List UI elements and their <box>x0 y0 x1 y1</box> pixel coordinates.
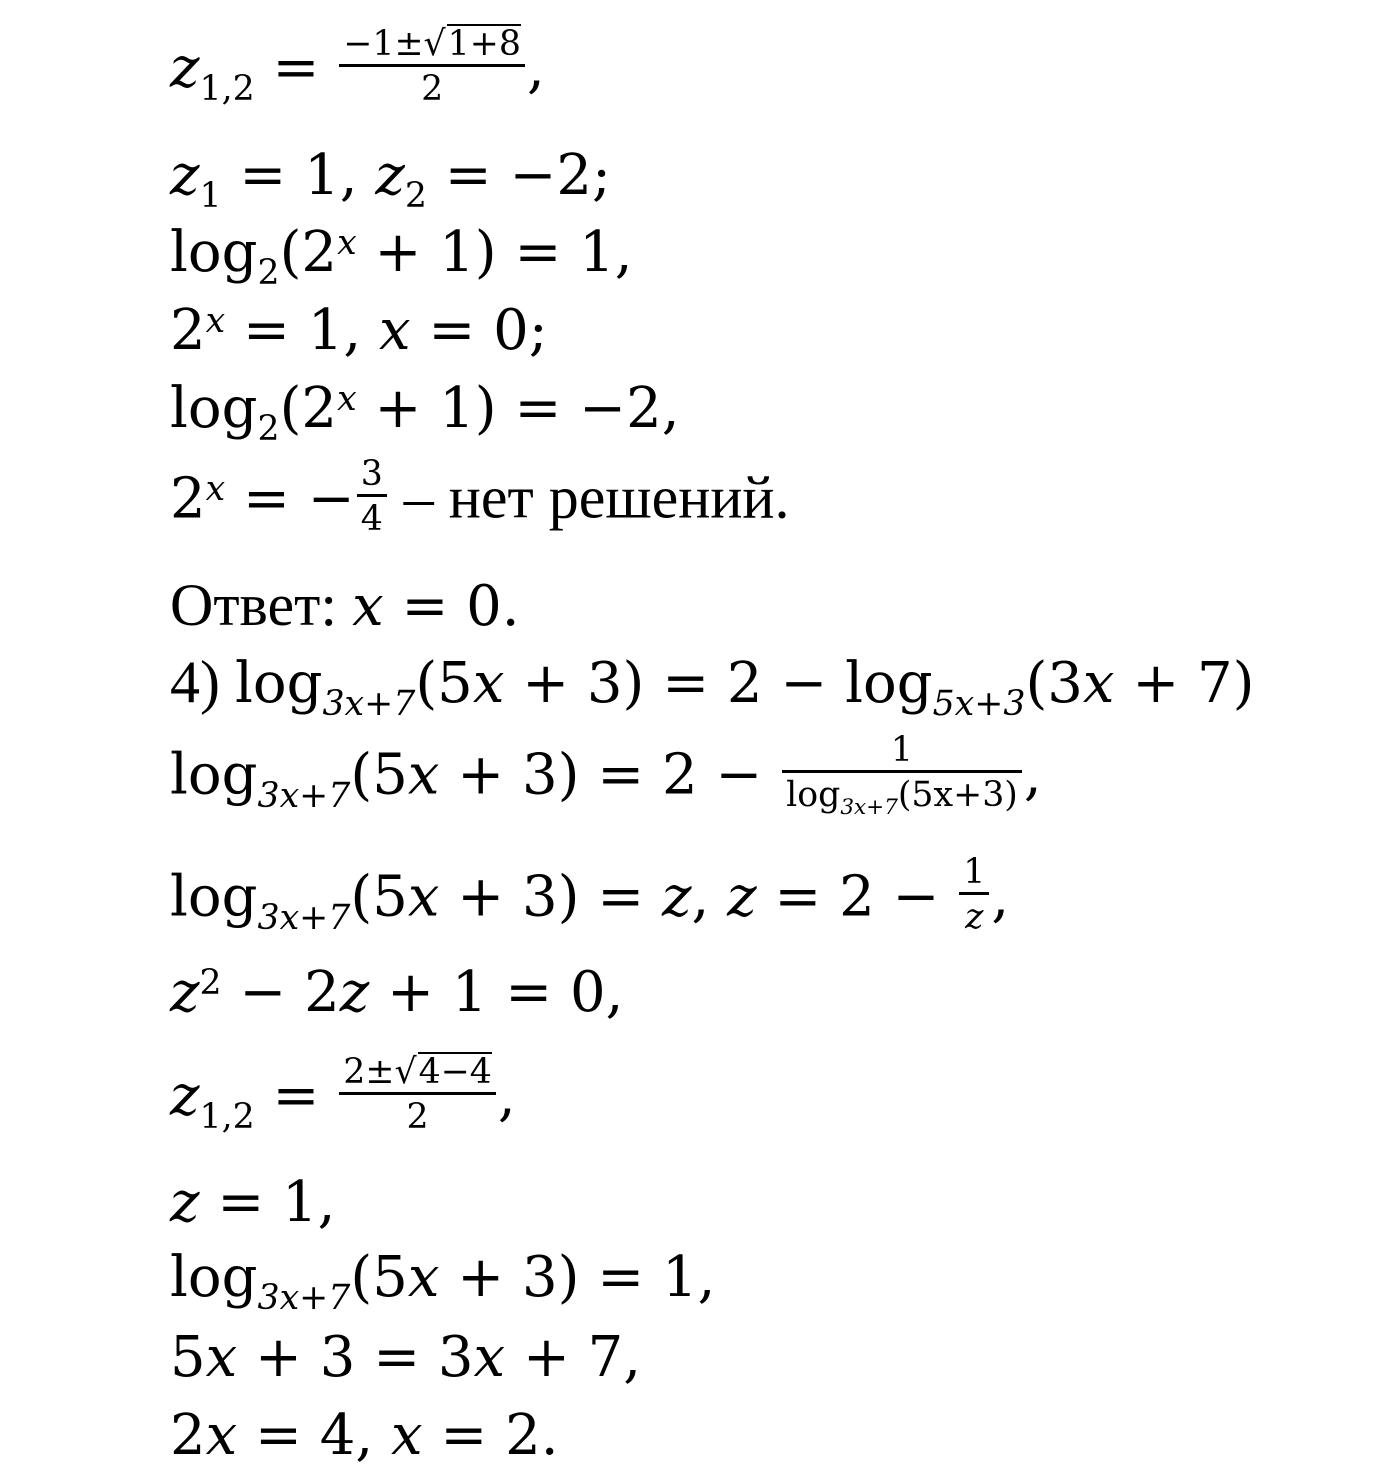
expr: = 4, <box>237 1403 391 1468</box>
expr: + 1) = 1, <box>356 220 633 285</box>
log-word: log <box>170 220 258 285</box>
trailing-punct: , <box>526 35 545 101</box>
var-z: z <box>170 1170 200 1235</box>
equals: = <box>254 1063 338 1129</box>
expr: (5 <box>350 742 408 808</box>
expr: (5 <box>350 864 408 930</box>
subscript: 1 <box>199 176 222 217</box>
log-word: log <box>170 742 258 808</box>
expr: + 7, <box>505 1325 642 1390</box>
expr: = 1, <box>221 143 376 208</box>
fraction-numerator <box>339 1052 496 1092</box>
log-base: 3x+7 <box>322 684 416 725</box>
log-word: log <box>845 651 933 716</box>
exponent: x <box>205 300 226 341</box>
exponent: 2 <box>199 962 222 1003</box>
fraction-denominator: 4 <box>360 499 383 540</box>
problem-number: 4) <box>170 649 235 715</box>
equation-line-4 <box>170 298 548 363</box>
expr: + 7) <box>1114 651 1255 716</box>
subscript: 1,2 <box>199 68 255 109</box>
expr: 2 <box>170 298 206 363</box>
expr: = − <box>225 466 355 532</box>
expr: 2 <box>170 1403 206 1468</box>
answer-label: Ответ: <box>170 572 353 638</box>
equation-line-10 <box>170 851 1010 942</box>
fraction-numerator: 3 <box>360 453 383 494</box>
equation-line-12 <box>170 1051 516 1142</box>
var-x: x <box>352 574 384 639</box>
var-z: z <box>170 1063 200 1129</box>
fraction-numerator: 1 <box>890 729 914 770</box>
expr: , <box>691 864 728 930</box>
problem-4-statement <box>170 649 1255 725</box>
numerator-prefix: 2±√ <box>343 1051 417 1092</box>
equation-line-6 <box>170 453 790 544</box>
equation-line-16 <box>170 1403 559 1468</box>
var-x: x <box>391 1403 423 1468</box>
fraction-numerator: 1 <box>963 851 986 892</box>
sqrt-radicand: 1+8 <box>447 23 521 64</box>
var-z: z <box>170 143 200 208</box>
expr: = 2. <box>422 1403 559 1468</box>
log-word: log <box>234 651 323 716</box>
log-base: 5x+3 <box>932 684 1026 725</box>
var-x: x <box>472 651 505 716</box>
var-x: x <box>407 1245 440 1310</box>
expr: = −2; <box>426 143 611 208</box>
log-base: 3x+7 <box>257 1278 351 1319</box>
fraction <box>339 1052 496 1136</box>
expr: (2 <box>279 220 338 285</box>
log-word: log <box>170 1245 258 1310</box>
var-x: x <box>379 298 411 363</box>
log-base: 3x+7 <box>840 795 898 821</box>
equation-line-14 <box>170 1245 716 1319</box>
var-x: x <box>473 1325 506 1390</box>
var-z: z <box>170 35 200 101</box>
sqrt-radicand: 4−4 <box>418 1051 492 1092</box>
expr: + 3 = 3 <box>237 1325 474 1390</box>
trailing-punct: , <box>1023 742 1042 808</box>
fraction-denominator <box>782 773 1022 821</box>
equation-line-13 <box>170 1170 336 1235</box>
expr: + 3) = 2 − <box>439 742 781 808</box>
expr: 2 <box>170 466 206 532</box>
expr: (5x+3) <box>897 775 1018 816</box>
log-base: 3x+7 <box>257 897 351 938</box>
expr: (5 <box>415 651 473 716</box>
expr: − 2 <box>221 960 340 1025</box>
expr: + 3) = <box>439 864 662 930</box>
fraction <box>959 851 989 938</box>
expr: 5 <box>170 1325 206 1390</box>
var-z: z <box>375 143 405 208</box>
var-z: z <box>727 864 757 930</box>
var-x: x <box>407 864 440 930</box>
expr: = 2 − <box>756 864 958 930</box>
log-word: log <box>786 775 841 816</box>
subscript: 2 <box>404 176 427 217</box>
var-x: x <box>1082 651 1115 716</box>
expr: (3 <box>1025 651 1083 716</box>
var-x: x <box>205 1325 238 1390</box>
fraction-numerator <box>339 24 525 64</box>
fraction-denominator: 2 <box>406 1097 429 1138</box>
equation-line-5 <box>170 376 680 450</box>
expr: + 3) = 2 − <box>504 651 846 716</box>
expr: = 1, <box>225 298 379 363</box>
expr: (2 <box>279 376 338 441</box>
no-solutions-text: – нет решений. <box>388 464 790 531</box>
fraction <box>357 453 387 540</box>
expr: + 3) = 1, <box>439 1245 716 1310</box>
log-word: log <box>170 864 258 930</box>
exponent: x <box>337 222 357 263</box>
fraction <box>782 729 1022 821</box>
exponent: x <box>337 378 357 419</box>
expr: = 0. <box>383 574 520 639</box>
answer-line <box>170 572 520 639</box>
expr: = 0; <box>410 298 548 363</box>
expr: (5 <box>350 1245 408 1310</box>
log-base: 2 <box>257 409 280 450</box>
equation-line-11 <box>170 960 624 1025</box>
numerator-prefix: −1±√ <box>343 23 446 64</box>
equation-line-9 <box>170 729 1042 821</box>
expr: + 1 = 0, <box>369 960 624 1025</box>
var-z: z <box>661 864 692 930</box>
equals: = <box>254 35 338 101</box>
trailing-punct: , <box>497 1063 516 1129</box>
expr: = 1, <box>199 1170 336 1235</box>
log-base: 2 <box>257 253 280 294</box>
fraction <box>339 24 525 108</box>
var-z: z <box>170 960 200 1025</box>
fraction-denominator: 2 <box>421 69 444 110</box>
equation-line-15 <box>170 1325 642 1390</box>
log-base: 3x+7 <box>257 775 351 816</box>
exponent: x <box>205 469 226 510</box>
var-x: x <box>205 1403 238 1468</box>
fraction-denominator: z <box>965 897 984 938</box>
var-x: x <box>407 742 440 808</box>
var-z: z <box>339 960 370 1025</box>
subscript: 1,2 <box>199 1096 255 1137</box>
expr: + 1) = −2, <box>356 376 680 441</box>
equation-line-2 <box>170 143 611 217</box>
log-word: log <box>170 376 258 441</box>
equation-line-3 <box>170 220 633 294</box>
trailing-punct: , <box>991 864 1010 930</box>
equation-line-1 <box>170 23 545 114</box>
